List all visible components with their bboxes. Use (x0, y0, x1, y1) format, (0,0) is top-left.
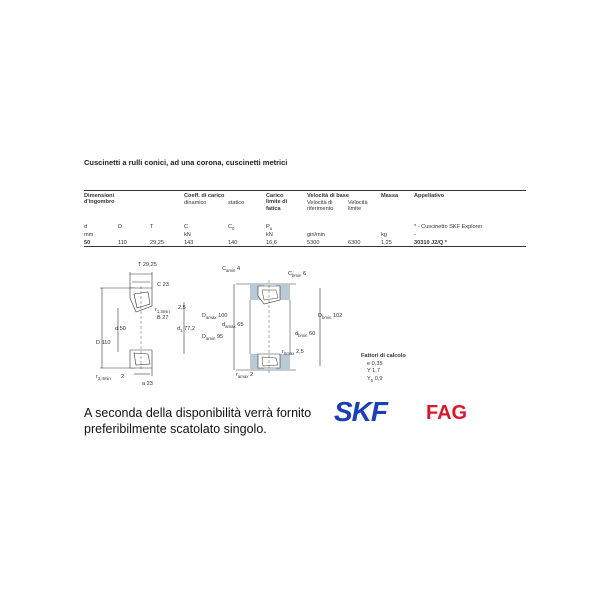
symbol-T: T (150, 224, 154, 230)
factor-Y: Y 1,7 (367, 368, 380, 375)
row-lim-speed: 6300 (348, 240, 361, 246)
unit-kn-c: kN (184, 232, 191, 238)
factor-Y0: $Y_0$ 0,9 (367, 375, 383, 383)
calculation-factors (361, 353, 406, 384)
bearing-section-drawing (90, 268, 200, 378)
row-C: 143 (184, 240, 194, 246)
row-designation: 30310 J2/Q * (414, 240, 447, 246)
label-d1: $d_1$ 77,2 (177, 326, 195, 334)
row-D: 110 (118, 240, 127, 246)
label-r1: $r_{1,3min}$ (155, 307, 170, 315)
availability-note: A seconda della disponibilità verrà fornito preferibilmente scatolato singolo. (84, 406, 312, 436)
label-B: B 27 (157, 315, 169, 321)
symbol-C0: $C_0$ (228, 224, 235, 232)
header-velocita-rif: Velocità di riferimento (307, 200, 334, 213)
factors-title: Fattori di calcolo (361, 353, 406, 359)
row-d: 50 (84, 240, 91, 246)
row-T: 29,25 (150, 240, 164, 246)
symbol-C: C (184, 224, 189, 230)
label-r3-value: 2 (121, 374, 125, 380)
unit-speed: giri/min (307, 232, 326, 238)
label-damin: $D_{amin}$ 95 (202, 334, 224, 342)
label-C: C 23 (157, 282, 169, 288)
row-mass: 1,25 (381, 240, 392, 246)
label-dbmin: $D_{bmin}$ 102 (318, 313, 343, 321)
label-camin: $C_{amin}$ 4 (222, 266, 241, 274)
header-coeff: Coeff. di carico (184, 193, 225, 199)
unit-designation: - (414, 232, 416, 238)
label-d: d 50 (115, 326, 126, 332)
row-Pu: 16,6 (266, 240, 277, 246)
symbol-D: D (118, 224, 123, 230)
row-C0: 140 (228, 240, 238, 246)
label-damax-small: $d_{amax}$ 65 (222, 322, 244, 330)
unit-mm: mm (84, 232, 94, 238)
header-coeff-statico: statico (228, 200, 245, 206)
table-top-rule (84, 190, 526, 191)
header-velocita-lim: Velocità limite (348, 200, 368, 213)
header-velocita: Velocità di base (307, 193, 349, 199)
table-bottom-rule (84, 246, 526, 247)
label-damax: $D_{amax}$ 100 (202, 313, 228, 321)
fag-logo: FAG (426, 402, 468, 424)
header-dimensioni: Dimensioni d'ingombro (84, 193, 115, 206)
unit-mass: kg (381, 232, 387, 238)
header-explorer-note: * - Cuscinetto SKF Explorer (414, 224, 483, 230)
label-T: T 29,25 (138, 262, 157, 268)
label-a: a 23 (142, 381, 153, 387)
unit-kn-pu: kN (266, 232, 273, 238)
label-cbmin: $C_{bmin}$ 6 (288, 271, 307, 279)
label-ramax: $r_{amax}$ 2 (236, 372, 254, 380)
header-appellativo: Appellativo (414, 193, 445, 199)
row-ref-speed: 5300 (307, 240, 320, 246)
label-rbmax: $r_{bmax}$ 2,5 (282, 349, 304, 357)
symbol-Pu: $P_u$ (266, 224, 273, 232)
factor-e: e 0,35 (367, 360, 383, 367)
header-coeff-dinamico: dinamico (184, 200, 207, 206)
header-carico: Carico limite di fatica (266, 193, 288, 212)
label-r1-value: 2,5 (178, 305, 186, 311)
header-massa: Massa (381, 193, 399, 199)
label-dbmin-small: $d_{bmin}$ 60 (295, 331, 316, 339)
label-D: D 110 (96, 340, 111, 346)
skf-logo: SKF (334, 396, 387, 427)
symbol-d: d (84, 224, 88, 230)
page-title: Cuscinetti a rulli conici, ad una corona, cuscinetti metrici (84, 158, 288, 167)
label-r3: $r_{3,4min}$ (96, 374, 111, 382)
